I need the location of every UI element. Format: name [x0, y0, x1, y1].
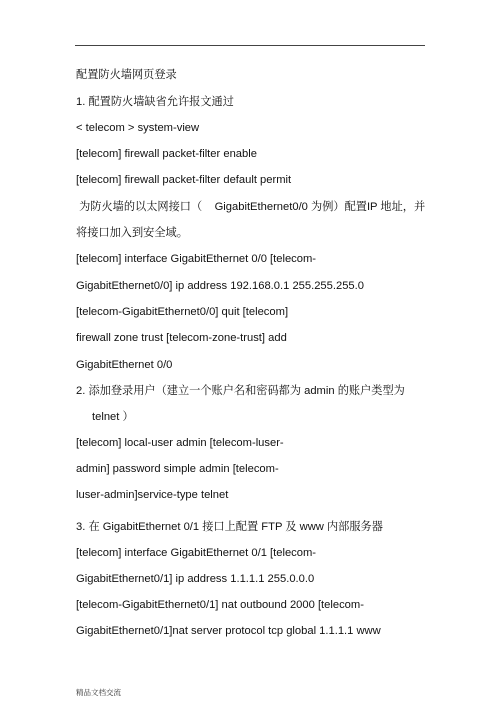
command-line: [telecom] interface GigabitEthernet 0/1 [telecom-	[76, 547, 317, 559]
page-footer: 精品文档交流	[76, 688, 121, 697]
header-rule	[75, 45, 425, 46]
paragraph-line: 为防火墙的以太网接口（ GigabitEthernet0/0 为例）配置IP 地址，并	[76, 201, 426, 213]
command-line: < telecom > system-view	[76, 122, 200, 134]
command-line: [telecom] interface GigabitEthernet 0/0 [telecom-	[76, 253, 317, 265]
command-line: [telecom-GigabitEthernet0/1] nat outbound 2000 [telecom-	[76, 599, 364, 611]
paragraph-line: telnet ）	[92, 411, 134, 423]
section-3-heading: 3. 在 GigabitEthernet 0/1 接口上配置 FTP 及 www 内部服务器	[76, 521, 383, 533]
section-1-heading: 1. 配置防火墙缺省允许报文通过	[76, 96, 234, 108]
command-line: [telecom] firewall packet-filter default permit	[76, 174, 292, 186]
section-2-heading: 2. 添加登录用户（建立一个账户名和密码都为 admin 的账户类型为	[76, 385, 405, 397]
command-line: admin] password simple admin [telecom-	[76, 463, 279, 475]
command-line: GigabitEthernet0/0] ip address 192.168.0.1 255.255.255.0	[76, 280, 364, 292]
paragraph-line: 将接口加入到安全域。	[76, 227, 188, 239]
document-title: 配置防火墙网页登录	[76, 69, 177, 81]
command-line: GigabitEthernet 0/0	[76, 359, 173, 371]
command-line: [telecom] local-user admin [telecom-luser-	[76, 437, 284, 449]
command-line: GigabitEthernet0/1] ip address 1.1.1.1 255.0.0.0	[76, 573, 315, 585]
command-line: luser-admin]service-type telnet	[76, 489, 229, 501]
command-line: GigabitEthernet0/1]nat server protocol tcp global 1.1.1.1 www	[76, 625, 381, 637]
command-line: [telecom-GigabitEthernet0/0] quit [telecom]	[76, 306, 289, 318]
command-line: firewall zone trust [telecom-zone-trust] add	[76, 332, 287, 344]
command-line: [telecom] firewall packet-filter enable	[76, 148, 257, 160]
